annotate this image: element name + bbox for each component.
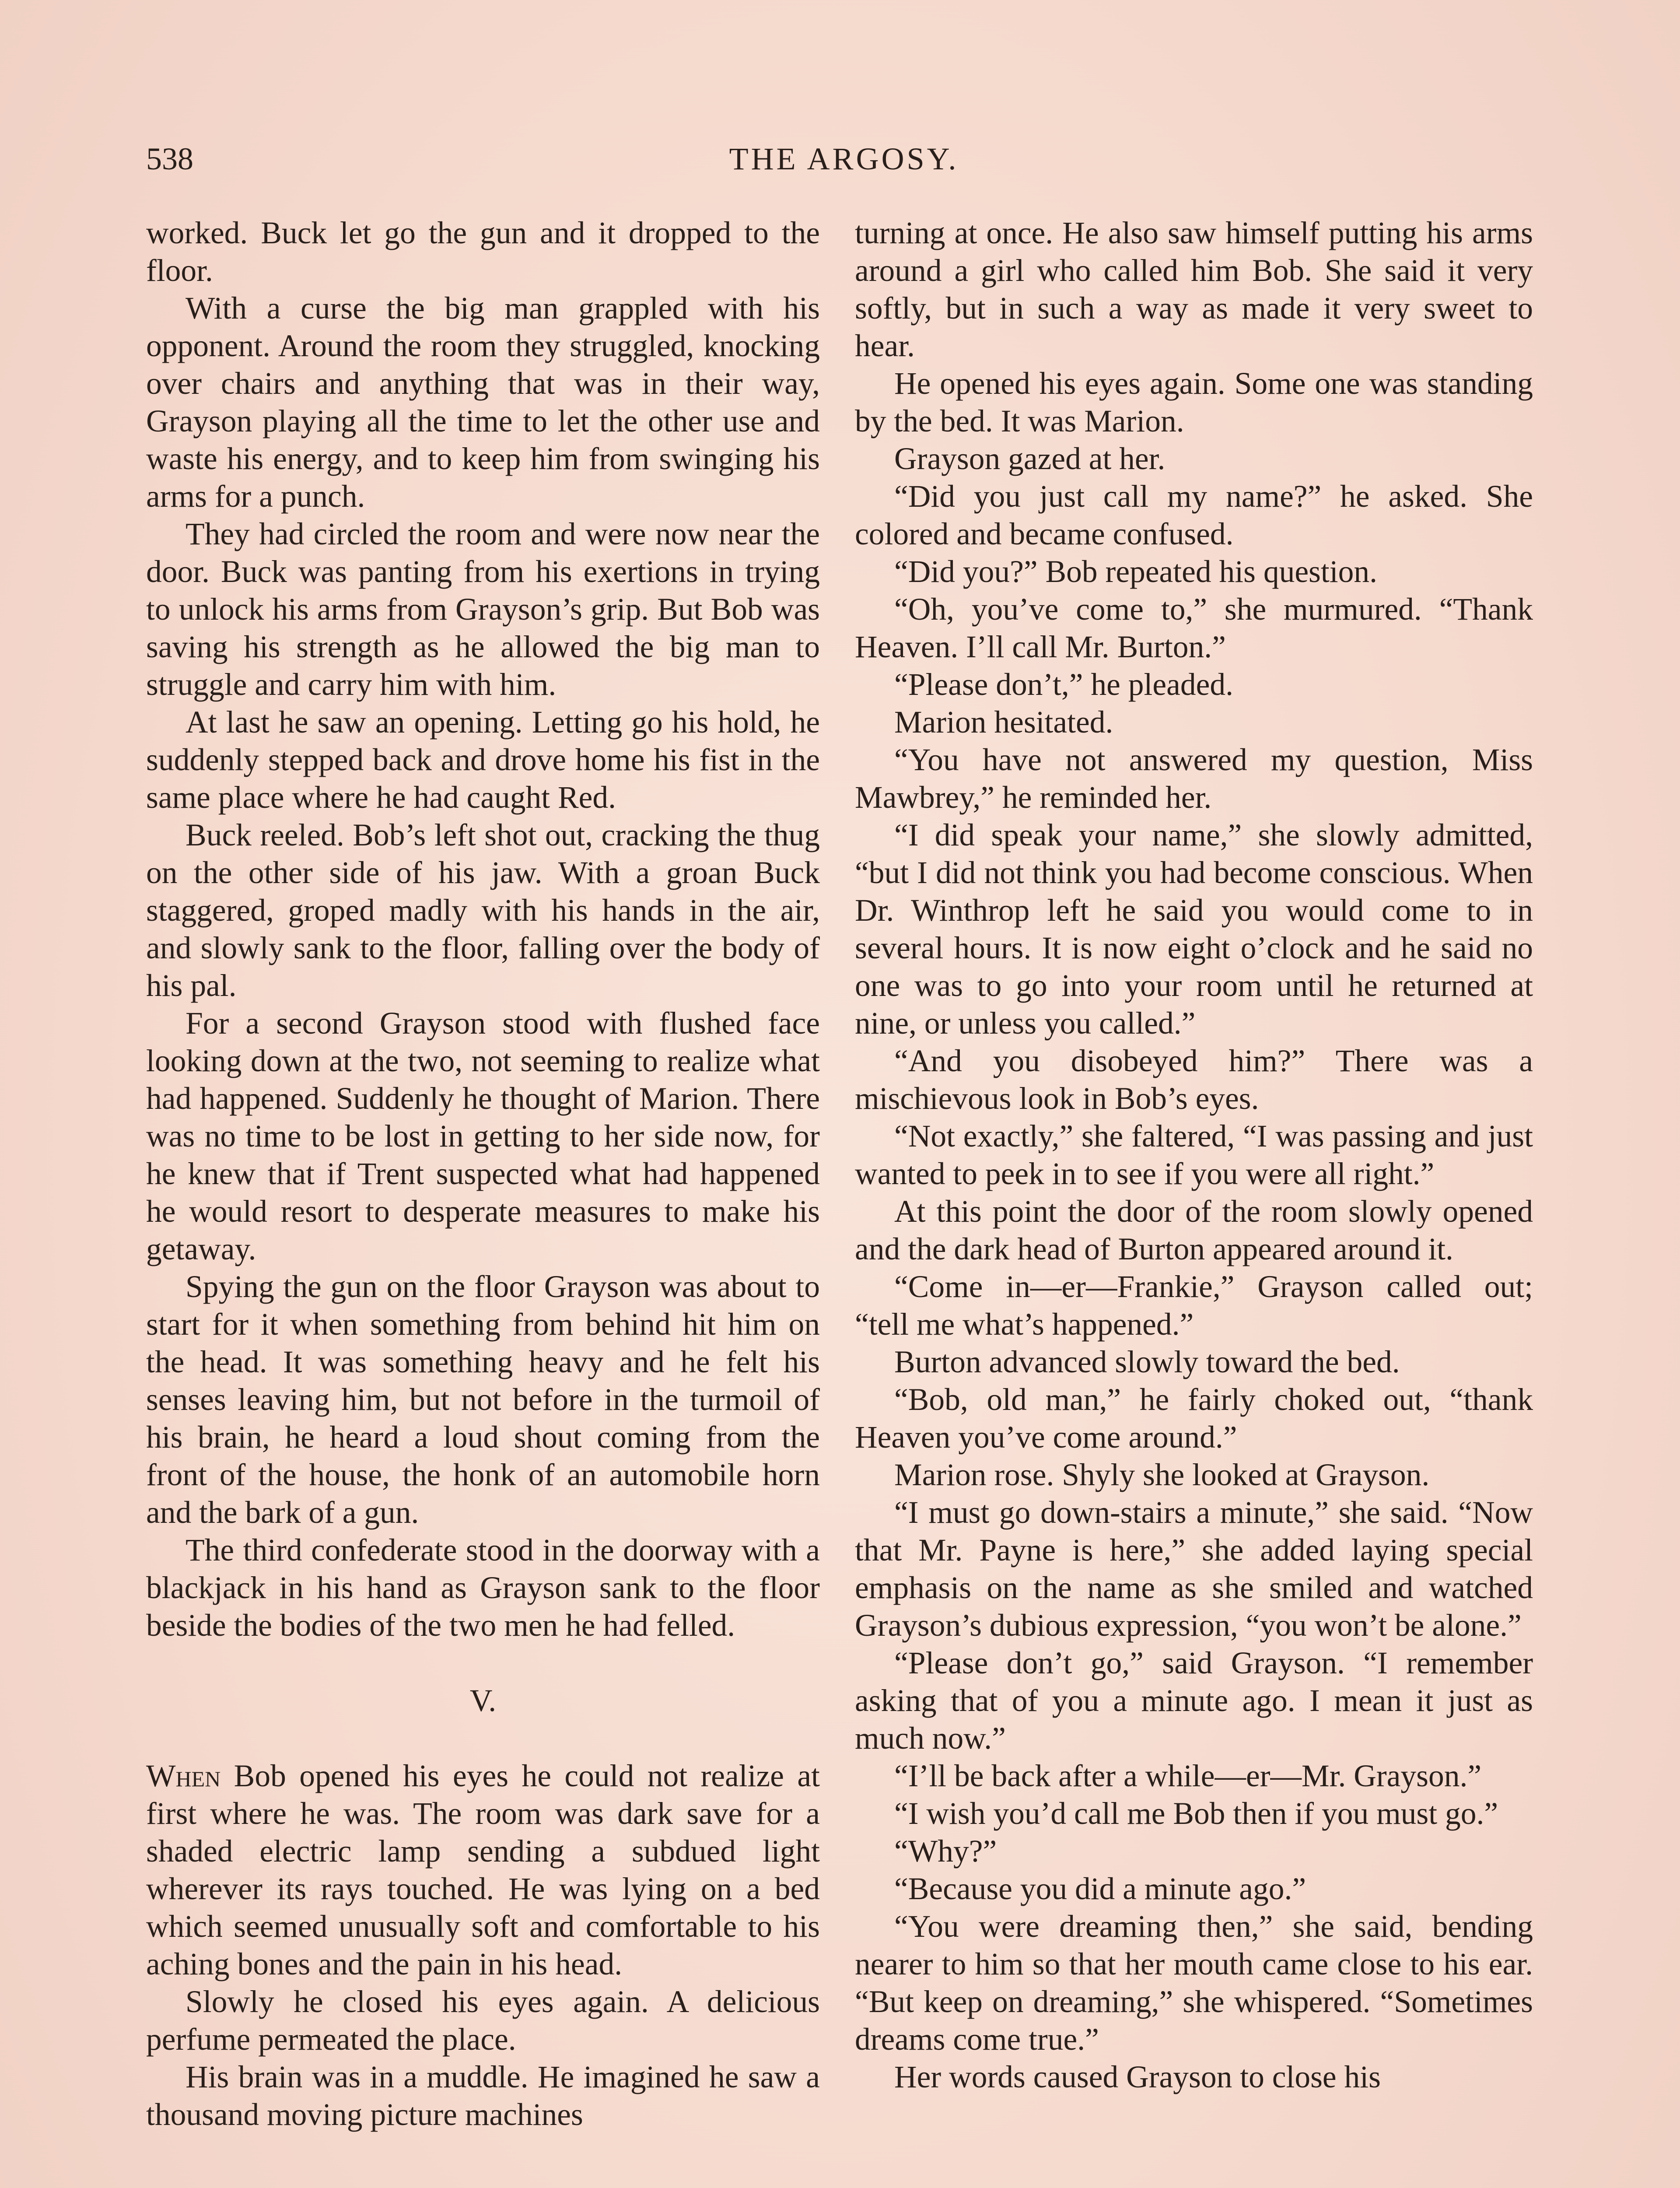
paragraph: With a curse the big man grappled with his opponent. Around the room they struggled, knocking over chairs and anything that was in their way, Grayson playing all the time to let the other use and waste his energy, and to keep him from swinging his arms for a punch. (146, 291, 820, 514)
paragraph: Grayson gazed at her. (894, 442, 1166, 476)
page-header (146, 139, 1542, 179)
paragraph: “Did you just call my name?” he asked. She colored and became confused. (855, 479, 1533, 551)
paragraph: At last he saw an opening. Letting go his hold, he suddenly stepped back and drove home his fist in the same place where he had caught Red. (146, 705, 820, 815)
paragraph: “You were dreaming then,” she said, bending nearer to him so that her mouth came close to his ear. “But keep on dreaming,” she whispered. “Sometimes dreams come true.” (855, 1909, 1533, 2057)
paragraph: turning at once. He also saw himself putting his arms around a girl who called him Bob. She said it very softly, but in such a way as made it very sweet to hear. (855, 216, 1533, 363)
paragraph: “I’ll be back after a while—er—Mr. Grayson.” (894, 1759, 1482, 1793)
paragraph: “And you disobeyed him?” There was a mischievous look in Bob’s eyes. (855, 1044, 1533, 1116)
paragraph: The third confederate stood in the doorway with a blackjack in his hand as Grayson sank to the floor beside the bodies of the two men he had felled. (146, 1533, 820, 1643)
paragraph-text: Bob opened his eyes he could not realize at first where he was. The room was dark save for a shaded electric lamp sending a subdued light wherever its rays touched. He was lying on a bed which seemed unusually soft and comfortable to his aching bones and the pain in his head. (146, 1759, 820, 1981)
paragraph: worked. Buck let go the gun and it dropped to the floor. (146, 216, 820, 288)
paragraph: At this point the door of the room slowly opened and the dark head of Burton appeared around it. (855, 1194, 1533, 1266)
paragraph: Buck reeled. Bob’s left shot out, cracking the thug on the other side of his jaw. With a groan Buck staggered, groped madly with his hands in the air, and slowly sank to the floor, falling over the body of his pal. (146, 818, 820, 1003)
paragraph: Her words caused Grayson to close his (894, 2060, 1381, 2094)
paragraph: “Bob, old man,” he fairly choked out, “thank Heaven you’ve come around.” (855, 1382, 1533, 1455)
running-title: THE ARGOSY. (729, 141, 959, 176)
paragraph: Marion hesitated. (894, 705, 1113, 740)
paragraph: “Come in—er—Frankie,” Grayson called out; “tell me what’s happened.” (855, 1269, 1533, 1342)
paragraph: Marion rose. Shyly she looked at Grayson. (894, 1458, 1430, 1492)
left-column (146, 214, 820, 2134)
chapter-lead-word: When (146, 1759, 221, 1793)
paragraph: Slowly he closed his eyes again. A delicious perfume permeated the place. (146, 1985, 820, 2057)
paragraph: “Please don’t go,” said Grayson. “I remember asking that of you a minute ago. I mean it just as much now.” (855, 1646, 1533, 1756)
paragraph: “Because you did a minute ago.” (894, 1872, 1306, 1906)
paragraph: “Oh, you’ve come to,” she murmured. “Thank Heaven. I’ll call Mr. Burton.” (855, 592, 1533, 664)
paragraph: They had circled the room and were now near the door. Buck was panting from his exertions in trying to unlock his arms from Grayson’s grip. But Bob was saving his strength as he allowed the big man to struggle and carry him with him. (146, 517, 820, 702)
paragraph: “I wish you’d call me Bob then if you must go.” (894, 1796, 1498, 1831)
paragraph (146, 1757, 820, 1983)
paragraph: He opened his eyes again. Some one was standing by the bed. It was Marion. (855, 366, 1533, 438)
paragraph: “Please don’t,” he pleaded. (894, 667, 1233, 702)
paragraph: “I must go down-stairs a minute,” she said. “Now that Mr. Payne is here,” she added laying special emphasis on the name as she smiled and watched Grayson’s dubious expression, “you won’t be alone.” (855, 1495, 1533, 1643)
section-heading: V. (469, 1683, 497, 1718)
paragraph: “I did speak your name,” she slowly admitted, “but I did not think you had become conscious. When Dr. Winthrop left he said you would come to in several hours. It is now eight o’clock and he said no one was to go into your room until he returned at nine, or unless you called.” (855, 818, 1533, 1041)
paragraph: For a second Grayson stood with flushed face looking down at the two, not seeming to realize what had happened. Suddenly he thought of Marion. There was no time to be lost in getting to her side now, for he knew that if Trent suspected what had happened he would resort to desperate measures to make his getaway. (146, 1006, 820, 1266)
paragraph: Spying the gun on the floor Grayson was about to start for it when something from behind hit him on the head. It was something heavy and he felt his senses leaving him, but not before in the turmoil of his brain, he heard a loud shout coming from the front of the house, the honk of an automobile horn and the bark of a gun. (146, 1269, 820, 1530)
right-column (855, 214, 1533, 2096)
page-number: 538 (146, 141, 193, 176)
paragraph: “Not exactly,” she faltered, “I was passing and just wanted to peek in to see if you were all right.” (855, 1119, 1533, 1191)
paragraph: “Did you?” Bob repeated his question. (894, 554, 1377, 589)
paragraph: “Why?” (894, 1834, 997, 1869)
paragraph: His brain was in a muddle. He imagined he saw a thousand moving picture machines (146, 2060, 820, 2132)
paragraph: “You have not answered my question, Miss Mawbrey,” he reminded her. (855, 743, 1533, 815)
paragraph: Burton advanced slowly toward the bed. (894, 1345, 1400, 1379)
